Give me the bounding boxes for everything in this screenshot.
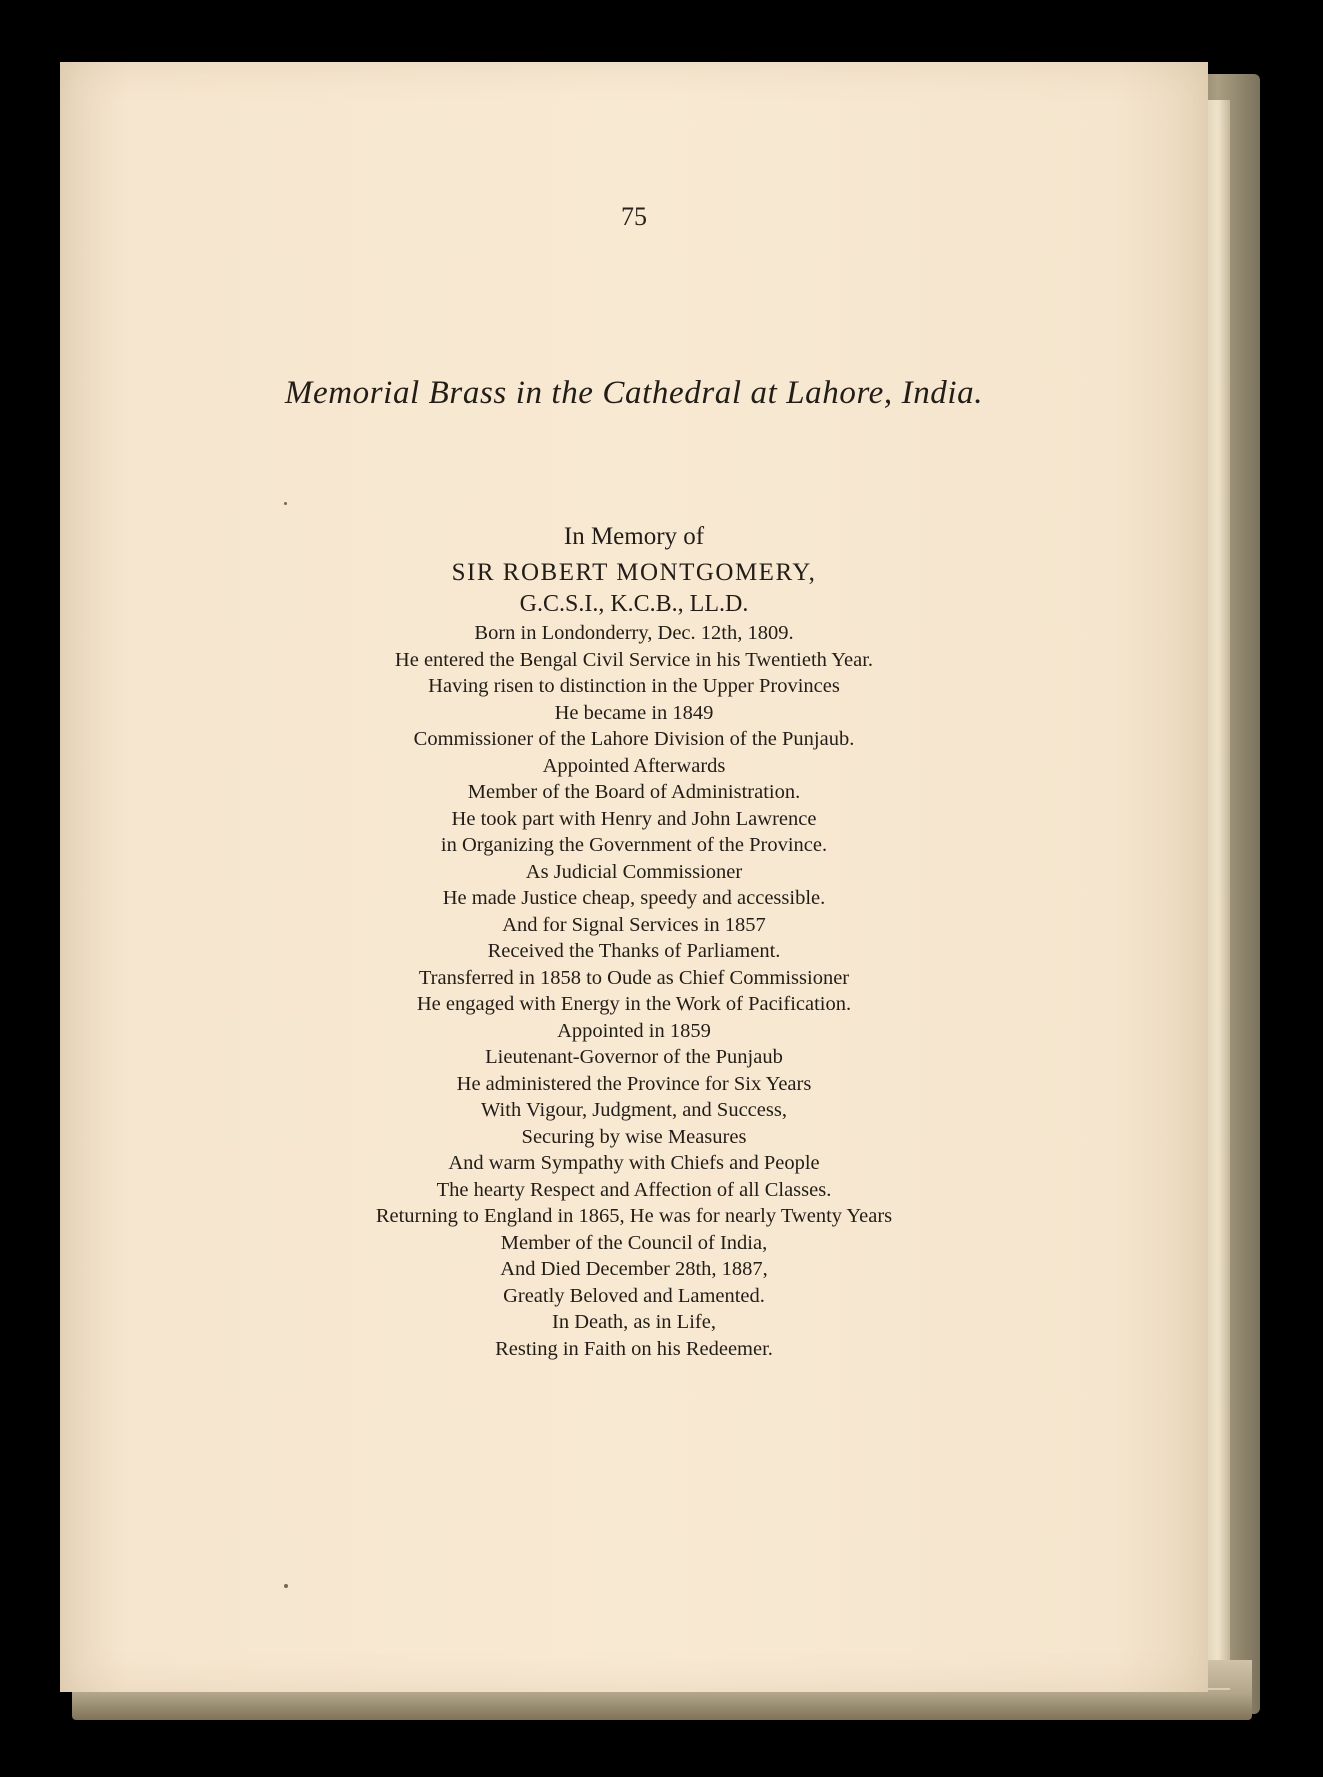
inscription-line: As Judicial Commissioner [525, 860, 743, 883]
paper-speck [284, 502, 287, 505]
inscription-line: Having risen to distinction in the Upper Provinces [428, 675, 840, 697]
page-number: 75 [621, 202, 647, 231]
memorial-inscription [60, 516, 1208, 1362]
inscription-line: Lieutenant-Governor of the Punjaub [485, 1046, 783, 1068]
inscription-line: Securing by wise Measures [521, 1125, 747, 1148]
inscription-line: Appointed in 1859 [557, 1019, 711, 1042]
inscription-line: in Organizing the Government of the Province. [440, 834, 828, 856]
inscription-line: SIR ROBERT MONTGOMERY, [451, 559, 817, 586]
inscription-line: Born in Londonderry, Dec. 12th, 1809. [474, 622, 794, 644]
inscription-line: And warm Sympathy with Chiefs and People [448, 1152, 820, 1174]
inscription-line: With Vigour, Judgment, and Success, [481, 1099, 787, 1121]
book-page [60, 62, 1208, 1692]
inscription-line: In Memory of [563, 523, 705, 550]
inscription-line: Member of the Council of India, [500, 1231, 768, 1254]
inscription-line: The hearty Respect and Affection of all Classes. [436, 1178, 832, 1201]
inscription-line: He entered the Bengal Civil Service in his Twentieth Year. [394, 648, 874, 671]
inscription-line: He became in 1849 [554, 701, 714, 724]
inscription-line: Appointed Afterwards [542, 754, 726, 777]
inscription-line: Member of the Board of Administration. [467, 781, 801, 803]
inscription-line: Transferred in 1858 to Oude as Chief Commissioner [418, 966, 850, 989]
inscription-line: Greatly Beloved and Lamented. [503, 1284, 765, 1307]
inscription-line: He engaged with Energy in the Work of Pacification. [416, 993, 852, 1015]
paper-speck [284, 1584, 288, 1588]
inscription-line: Commissioner of the Lahore Division of the Punjaub. [413, 728, 855, 750]
inscription-line: G.C.S.I., K.C.B., LL.D. [519, 591, 749, 617]
inscription-line: Received the Thanks of Parliament. [487, 940, 781, 962]
inscription-line: He administered the Province for Six Years [456, 1072, 812, 1095]
inscription-line: He took part with Henry and John Lawrence [451, 807, 817, 830]
inscription-line: In Death, as in Life, [552, 1311, 716, 1333]
inscription-line: Returning to England in 1865, He was for nearly Twenty Years [375, 1205, 893, 1227]
inscription-line: And Died December 28th, 1887, [500, 1258, 768, 1280]
inscription-line: He made Justice cheap, speedy and accessible. [442, 887, 826, 909]
page-heading: Memorial Brass in the Cathedral at Lahore, India. [284, 375, 984, 411]
inscription-line: Resting in Faith on his Redeemer. [495, 1337, 773, 1360]
inscription-line: And for Signal Services in 1857 [502, 913, 766, 936]
